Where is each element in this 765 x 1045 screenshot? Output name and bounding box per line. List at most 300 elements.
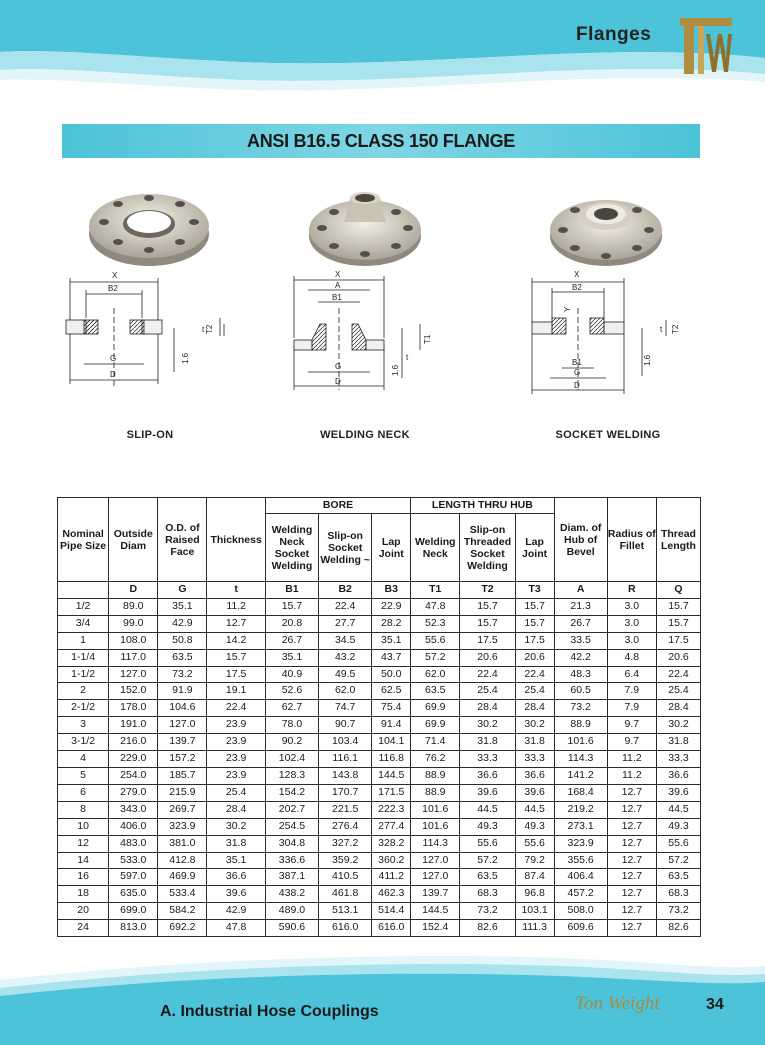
table-cell: 73.2 — [554, 700, 607, 717]
table-cell: 73.2 — [656, 903, 700, 920]
table-cell: 3.0 — [607, 615, 656, 632]
table-cell: 23.9 — [207, 717, 265, 734]
table-cell: 20.6 — [656, 649, 700, 666]
table-cell: 55.6 — [460, 835, 515, 852]
welding-neck-label-a: A — [335, 281, 341, 290]
socket-welding-drawing — [526, 268, 696, 400]
table-cell: 219.2 — [554, 801, 607, 818]
table-cell: 31.8 — [656, 734, 700, 751]
header-b3: Lap Joint — [372, 514, 411, 582]
table-cell: 114.3 — [411, 835, 460, 852]
table-cell: 20.8 — [265, 615, 318, 632]
table-cell: 127.0 — [411, 869, 460, 886]
table-cell: 17.5 — [515, 632, 554, 649]
page-number: 34 — [706, 996, 724, 1013]
table-cell: 22.4 — [515, 666, 554, 683]
table-cell: 7.9 — [607, 683, 656, 700]
table-cell: 328.2 — [372, 835, 411, 852]
slip-on-label-g: G — [110, 354, 117, 363]
header-b2: Slip-on Socket Welding ~ — [319, 514, 372, 582]
table-cell: 40.9 — [265, 666, 318, 683]
table-cell: 269.7 — [158, 801, 207, 818]
table-row — [58, 835, 701, 852]
table-cell: 36.6 — [460, 767, 515, 784]
table-cell: 91.9 — [158, 683, 207, 700]
table-cell: 584.2 — [158, 903, 207, 920]
nominal-pipe-size-cell: 3 — [58, 717, 109, 734]
slip-on-flange-photo — [86, 186, 212, 270]
header-wave-decoration — [0, 0, 765, 120]
table-cell: 609.6 — [554, 920, 607, 937]
table-cell: 411.2 — [372, 869, 411, 886]
table-cell: 30.2 — [656, 717, 700, 734]
table-row — [58, 767, 701, 784]
table-row — [58, 920, 701, 937]
table-cell: 171.5 — [372, 784, 411, 801]
table-cell: 42.9 — [158, 615, 207, 632]
table-cell: 36.6 — [515, 767, 554, 784]
table-cell: 101.6 — [411, 818, 460, 835]
table-cell: 35.1 — [265, 649, 318, 666]
table-cell: 11.2 — [607, 751, 656, 768]
table-cell: 49.3 — [515, 818, 554, 835]
socket-welding-flange-photo — [547, 186, 665, 270]
table-cell: 12.7 — [607, 801, 656, 818]
slip-on-label-t2: T2 — [205, 324, 214, 334]
table-cell: 692.2 — [158, 920, 207, 937]
welding-neck-label-t: t — [406, 353, 409, 362]
header-nominal-pipe-size: Nominal Pipe Size — [58, 498, 109, 582]
table-cell: 533.4 — [158, 886, 207, 903]
table-cell: 88.9 — [554, 717, 607, 734]
table-row — [58, 632, 701, 649]
table-cell: 50.8 — [158, 632, 207, 649]
symbol-cell-blank — [58, 582, 109, 599]
table-cell: 12.7 — [207, 615, 265, 632]
table-row — [58, 717, 701, 734]
nominal-pipe-size-cell: 1-1/2 — [58, 666, 109, 683]
table-cell: 152.4 — [411, 920, 460, 937]
symbol-cell: B1 — [265, 582, 318, 599]
socket-welding-label-b2: B2 — [572, 283, 582, 292]
table-cell: 36.6 — [656, 767, 700, 784]
table-cell: 35.1 — [207, 852, 265, 869]
slip-on-drawing — [62, 268, 242, 400]
table-cell: 304.8 — [265, 835, 318, 852]
header-thickness: Thickness — [207, 498, 265, 582]
nominal-pipe-size-cell: 5 — [58, 767, 109, 784]
nominal-pipe-size-cell: 16 — [58, 869, 109, 886]
table-cell: 221.5 — [319, 801, 372, 818]
table-cell: 62.5 — [372, 683, 411, 700]
table-cell: 62.0 — [411, 666, 460, 683]
table-cell: 12.7 — [607, 903, 656, 920]
table-cell: 616.0 — [372, 920, 411, 937]
table-cell: 273.1 — [554, 818, 607, 835]
table-cell: 360.2 — [372, 852, 411, 869]
table-cell: 76.2 — [411, 751, 460, 768]
table-cell: 202.7 — [265, 801, 318, 818]
table-cell: 20.6 — [460, 649, 515, 666]
table-cell: 57.2 — [411, 649, 460, 666]
table-cell: 78.0 — [265, 717, 318, 734]
table-cell: 62.0 — [319, 683, 372, 700]
table-cell: 33.3 — [515, 751, 554, 768]
table-cell: 104.6 — [158, 700, 207, 717]
table-cell: 39.6 — [460, 784, 515, 801]
table-cell: 489.0 — [265, 903, 318, 920]
table-cell: 513.1 — [319, 903, 372, 920]
header-diam-hub-bevel: Diam. of Hub of Bevel — [554, 498, 607, 582]
welding-neck-label-r: 1.6 — [391, 364, 400, 376]
table-cell: 616.0 — [319, 920, 372, 937]
table-cell: 15.7 — [460, 598, 515, 615]
table-cell: 31.8 — [460, 734, 515, 751]
welding-neck-label-t1: T1 — [423, 334, 432, 344]
table-cell: 462.3 — [372, 886, 411, 903]
table-row — [58, 598, 701, 615]
table-cell: 33.3 — [656, 751, 700, 768]
table-cell: 229.0 — [109, 751, 158, 768]
nominal-pipe-size-cell: 6 — [58, 784, 109, 801]
table-row — [58, 649, 701, 666]
table-cell: 68.3 — [460, 886, 515, 903]
table-cell: 144.5 — [411, 903, 460, 920]
table-cell: 49.3 — [656, 818, 700, 835]
table-cell: 15.7 — [656, 615, 700, 632]
nominal-pipe-size-cell: 18 — [58, 886, 109, 903]
table-cell: 33.5 — [554, 632, 607, 649]
table-cell: 141.2 — [554, 767, 607, 784]
table-cell: 3.0 — [607, 598, 656, 615]
table-cell: 74.7 — [319, 700, 372, 717]
symbol-cell: T2 — [460, 582, 515, 599]
table-cell: 533.0 — [109, 852, 158, 869]
banner-title: ANSI B16.5 CLASS 150 FLANGE — [247, 131, 515, 151]
table-cell: 11.2 — [207, 598, 265, 615]
table-cell: 7.9 — [607, 700, 656, 717]
table-cell: 508.0 — [554, 903, 607, 920]
header-thread-length: Thread Length — [656, 498, 700, 582]
symbol-cell: G — [158, 582, 207, 599]
table-cell: 381.0 — [158, 835, 207, 852]
table-cell: 22.4 — [656, 666, 700, 683]
table-cell: 49.5 — [319, 666, 372, 683]
socket-welding-label-g: G — [574, 368, 581, 377]
table-cell: 44.5 — [656, 801, 700, 818]
caption-socket-welding: SOCKET WELDING — [555, 429, 661, 441]
table-cell: 71.4 — [411, 734, 460, 751]
table-cell: 12.7 — [607, 818, 656, 835]
table-cell: 73.2 — [460, 903, 515, 920]
header-t3: Lap Joint — [515, 514, 554, 582]
table-cell: 21.3 — [554, 598, 607, 615]
table-cell: 28.4 — [460, 700, 515, 717]
table-cell: 514.4 — [372, 903, 411, 920]
table-cell: 170.7 — [319, 784, 372, 801]
nominal-pipe-size-cell: 20 — [58, 903, 109, 920]
table-cell: 114.3 — [554, 751, 607, 768]
table-cell: 39.6 — [656, 784, 700, 801]
table-cell: 25.4 — [515, 683, 554, 700]
table-cell: 90.2 — [265, 734, 318, 751]
table-cell: 178.0 — [109, 700, 158, 717]
table-cell: 55.6 — [656, 835, 700, 852]
table-cell: 406.0 — [109, 818, 158, 835]
symbol-row — [58, 582, 701, 599]
table-cell: 12.7 — [607, 920, 656, 937]
table-row — [58, 615, 701, 632]
table-cell: 102.4 — [265, 751, 318, 768]
table-cell: 103.1 — [515, 903, 554, 920]
table-cell: 55.6 — [515, 835, 554, 852]
table-cell: 26.7 — [265, 632, 318, 649]
table-cell: 15.7 — [460, 615, 515, 632]
table-cell: 27.7 — [319, 615, 372, 632]
table-cell: 111.3 — [515, 920, 554, 937]
table-cell: 12.7 — [607, 852, 656, 869]
slip-on-label-b2: B2 — [108, 284, 118, 293]
table-cell: 22.4 — [207, 700, 265, 717]
table-cell: 63.5 — [460, 869, 515, 886]
table-cell: 68.3 — [656, 886, 700, 903]
table-cell: 457.2 — [554, 886, 607, 903]
table-cell: 152.0 — [109, 683, 158, 700]
table-cell: 117.0 — [109, 649, 158, 666]
socket-welding-label-t2: T2 — [671, 324, 680, 334]
table-cell: 39.6 — [515, 784, 554, 801]
table-cell: 4.8 — [607, 649, 656, 666]
nominal-pipe-size-cell: 2-1/2 — [58, 700, 109, 717]
table-cell: 279.0 — [109, 784, 158, 801]
table-cell: 28.4 — [656, 700, 700, 717]
table-cell: 157.2 — [158, 751, 207, 768]
nominal-pipe-size-cell: 1/2 — [58, 598, 109, 615]
table-cell: 359.2 — [319, 852, 372, 869]
table-cell: 469.9 — [158, 869, 207, 886]
table-cell: 39.6 — [207, 886, 265, 903]
table-row — [58, 683, 701, 700]
table-cell: 15.7 — [265, 598, 318, 615]
slip-on-label-t: t — [202, 325, 205, 334]
header-radius-fillet: Radius of Fillet — [607, 498, 656, 582]
nominal-pipe-size-cell: 24 — [58, 920, 109, 937]
section-title: Flanges — [576, 24, 652, 45]
table-cell: 28.4 — [515, 700, 554, 717]
table-cell: 343.0 — [109, 801, 158, 818]
table-cell: 116.1 — [319, 751, 372, 768]
table-row — [58, 869, 701, 886]
table-cell: 33.3 — [460, 751, 515, 768]
table-cell: 22.4 — [460, 666, 515, 683]
table-cell: 483.0 — [109, 835, 158, 852]
table-cell: 9.7 — [607, 717, 656, 734]
table-cell: 28.4 — [207, 801, 265, 818]
table-cell: 52.6 — [265, 683, 318, 700]
table-cell: 127.0 — [411, 852, 460, 869]
table-cell: 89.0 — [109, 598, 158, 615]
slip-on-label-d: D — [110, 370, 116, 379]
table-cell: 12.7 — [607, 886, 656, 903]
welding-neck-label-b1: B1 — [332, 293, 342, 302]
nominal-pipe-size-cell: 2 — [58, 683, 109, 700]
table-cell: 12.7 — [607, 784, 656, 801]
socket-welding-label-x: X — [574, 270, 580, 279]
table-cell: 128.3 — [265, 767, 318, 784]
nominal-pipe-size-cell: 4 — [58, 751, 109, 768]
table-cell: 63.5 — [656, 869, 700, 886]
table-cell: 99.0 — [109, 615, 158, 632]
table-cell: 44.5 — [515, 801, 554, 818]
table-cell: 96.8 — [515, 886, 554, 903]
table-cell: 14.2 — [207, 632, 265, 649]
table-cell: 22.9 — [372, 598, 411, 615]
table-cell: 254.0 — [109, 767, 158, 784]
table-cell: 23.9 — [207, 767, 265, 784]
table-cell: 88.9 — [411, 767, 460, 784]
table-cell: 185.7 — [158, 767, 207, 784]
table-cell: 35.1 — [158, 598, 207, 615]
table-cell: 82.6 — [460, 920, 515, 937]
table-cell: 3.0 — [607, 632, 656, 649]
table-cell: 82.6 — [656, 920, 700, 937]
header-t2: Slip-on Threaded Socket Welding — [460, 514, 515, 582]
footer-company-name: A. Industrial Hose Couplings — [160, 1003, 379, 1020]
table-cell: 55.6 — [411, 632, 460, 649]
table-cell: 57.2 — [656, 852, 700, 869]
table-cell: 139.7 — [411, 886, 460, 903]
table-cell: 168.4 — [554, 784, 607, 801]
table-cell: 49.3 — [460, 818, 515, 835]
table-cell: 52.3 — [411, 615, 460, 632]
table-cell: 103.4 — [319, 734, 372, 751]
socket-welding-label-d: D — [574, 381, 580, 390]
table-cell: 47.8 — [411, 598, 460, 615]
table-cell: 104.1 — [372, 734, 411, 751]
table-cell: 25.4 — [207, 784, 265, 801]
table-cell: 75.4 — [372, 700, 411, 717]
table-cell: 406.4 — [554, 869, 607, 886]
table-cell: 35.1 — [372, 632, 411, 649]
table-cell: 22.4 — [319, 598, 372, 615]
table-row — [58, 903, 701, 920]
table-cell: 48.3 — [554, 666, 607, 683]
nominal-pipe-size-cell: 12 — [58, 835, 109, 852]
footer-brand-logo: Ton Weight — [575, 993, 660, 1014]
table-row — [58, 700, 701, 717]
table-cell: 79.2 — [515, 852, 554, 869]
table-row — [58, 818, 701, 835]
table-cell: 87.4 — [515, 869, 554, 886]
table-cell: 31.8 — [515, 734, 554, 751]
table-body — [58, 582, 701, 937]
welding-neck-label-d: D — [335, 377, 341, 386]
table-cell: 336.6 — [265, 852, 318, 869]
table-cell: 590.6 — [265, 920, 318, 937]
table-cell: 254.5 — [265, 818, 318, 835]
table-cell: 15.7 — [515, 598, 554, 615]
table-cell: 43.7 — [372, 649, 411, 666]
table-cell: 90.7 — [319, 717, 372, 734]
table-cell: 69.9 — [411, 717, 460, 734]
table-cell: 44.5 — [460, 801, 515, 818]
nominal-pipe-size-cell: 14 — [58, 852, 109, 869]
table-cell: 50.0 — [372, 666, 411, 683]
table-cell: 597.0 — [109, 869, 158, 886]
symbol-cell: Q — [656, 582, 700, 599]
table-cell: 26.7 — [554, 615, 607, 632]
nominal-pipe-size-cell: 3-1/2 — [58, 734, 109, 751]
table-cell: 17.5 — [207, 666, 265, 683]
table-cell: 63.5 — [411, 683, 460, 700]
table-cell: 139.7 — [158, 734, 207, 751]
symbol-cell: t — [207, 582, 265, 599]
table-cell: 101.6 — [411, 801, 460, 818]
tw-monogram-logo — [678, 14, 734, 78]
symbol-cell: B3 — [372, 582, 411, 599]
table-cell: 635.0 — [109, 886, 158, 903]
welding-neck-flange-photo — [306, 186, 424, 270]
table-cell: 15.7 — [656, 598, 700, 615]
table-cell: 12.7 — [607, 835, 656, 852]
socket-welding-label-r: 1.6 — [643, 354, 652, 366]
header-raised-face: O.D. of Raised Face — [158, 498, 207, 582]
welding-neck-label-g: G — [335, 362, 342, 371]
table-cell: 191.0 — [109, 717, 158, 734]
symbol-cell: A — [554, 582, 607, 599]
header-group-bore: BORE — [265, 498, 410, 514]
socket-welding-label-y: Y — [563, 306, 572, 312]
table-cell: 355.6 — [554, 852, 607, 869]
table-row — [58, 801, 701, 818]
table-cell: 60.5 — [554, 683, 607, 700]
symbol-cell: D — [109, 582, 158, 599]
table-cell: 30.2 — [207, 818, 265, 835]
table-cell: 91.4 — [372, 717, 411, 734]
table-cell: 127.0 — [158, 717, 207, 734]
table-cell: 6.4 — [607, 666, 656, 683]
table-cell: 31.8 — [207, 835, 265, 852]
table-cell: 42.2 — [554, 649, 607, 666]
slip-on-label-x: X — [112, 271, 118, 280]
slip-on-label-r: 1.6 — [181, 352, 190, 364]
table-row — [58, 751, 701, 768]
table-cell: 127.0 — [109, 666, 158, 683]
table-cell: 143.8 — [319, 767, 372, 784]
header-group-length-thru-hub: LENGTH THRU HUB — [411, 498, 554, 514]
table-cell: 62.7 — [265, 700, 318, 717]
table-row — [58, 784, 701, 801]
table-cell: 12.7 — [607, 869, 656, 886]
table-cell: 116.8 — [372, 751, 411, 768]
table-cell: 19.1 — [207, 683, 265, 700]
title-banner — [62, 124, 700, 158]
table-cell: 154.2 — [265, 784, 318, 801]
table-cell: 461.8 — [319, 886, 372, 903]
nominal-pipe-size-cell: 8 — [58, 801, 109, 818]
table-cell: 15.7 — [515, 615, 554, 632]
symbol-cell: T3 — [515, 582, 554, 599]
flange-dimension-table — [57, 497, 701, 937]
table-cell: 73.2 — [158, 666, 207, 683]
table-cell: 63.5 — [158, 649, 207, 666]
welding-neck-drawing — [290, 268, 450, 400]
table-cell: 25.4 — [656, 683, 700, 700]
table-cell: 323.9 — [554, 835, 607, 852]
table-cell: 69.9 — [411, 700, 460, 717]
table-cell: 30.2 — [460, 717, 515, 734]
table-cell: 34.5 — [319, 632, 372, 649]
